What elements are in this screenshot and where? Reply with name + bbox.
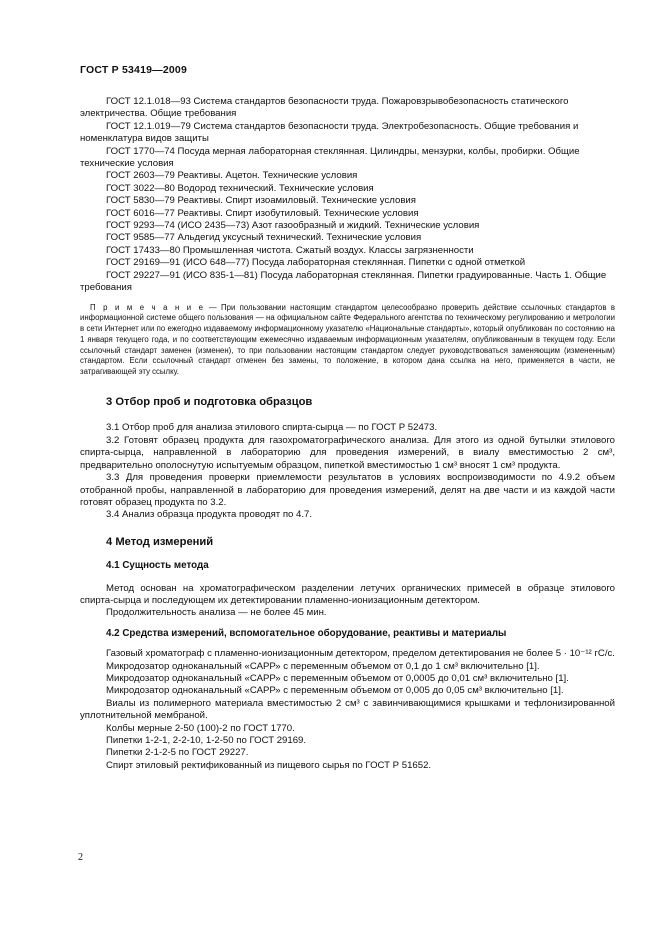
- reference-item: ГОСТ 6016—77 Реактивы. Спирт изобутиловый. Технические условия: [106, 207, 419, 219]
- equipment-item: Спирт этиловый ректификованный из пищевого сырья по ГОСТ Р 51652.: [106, 759, 432, 771]
- equipment-item: Пипетки 1-2-1, 2-2-10, 1-2-50 по ГОСТ 29169.: [106, 735, 307, 747]
- page-content: [80, 96, 615, 772]
- reference-item: ГОСТ 12.1.019—79 Система стандартов безопасности труда. Электробезопасность. Общие требования и номенклатура видов защиты: [80, 120, 579, 145]
- reference-item: ГОСТ 12.1.018—93 Система стандартов безопасности труда. Пожаровзрывобезопасность статического электричества. Общие требования: [80, 96, 569, 120]
- reference-item: ГОСТ 3022—80 Водород технический. Технические условия: [106, 182, 374, 194]
- note-block: [80, 303, 615, 379]
- equipment-item: Виалы из полимерного материала вместимостью 2 см³ с завинчивающимися крышками и тефлонизированной уплотнительной мембраной.: [80, 697, 615, 722]
- equipment-item: Газовый хроматограф с пламенно-ионизационным детектором, пределом детектирования не более 5 · 10⁻¹² гС/с.: [106, 648, 615, 660]
- reference-item: ГОСТ 17433—80 Промышленная чистота. Сжатый воздух. Классы загрязненности: [106, 244, 474, 256]
- subsection-heading: 4.2 Средства измерений, вспомогательное оборудование, реактивы и материалы: [106, 627, 507, 639]
- paragraph: 3.2 Готовят образец продукта для газохроматографического анализа. Для этого из одной бутылки этилового спирта-сырца, направленной в лабораторию для проведения измерений, в виалу вместимостью 2 см³, предварительно ополоснутую испытуемым образцом, пипеткой вместимостью 1 см³ вносят 1 см³ продукта.: [80, 434, 615, 471]
- page-number: 2: [78, 852, 83, 863]
- reference-item: ГОСТ 29227—91 (ИСО 835-1—81) Посуда лабораторная стеклянная. Пипетки градуированные. Часть 1. Общие требования: [80, 269, 607, 294]
- reference-item: ГОСТ 29169—91 (ИСО 648—77) Посуда лабораторная стеклянная. Пипетки с одной отметкой: [106, 257, 526, 269]
- subsection-heading: 4.1 Сущность метода: [106, 560, 209, 572]
- document-header: ГОСТ Р 53419—2009: [80, 64, 188, 76]
- reference-item: ГОСТ 2603—79 Реактивы. Ацетон. Технические условия: [106, 170, 358, 182]
- equipment-item: Микродозатор одноканальный «САРР» с переменным объемом от 0,0005 до 0,01 см³ включительно [1].: [106, 672, 569, 684]
- paragraph: 3.4 Анализ образца продукта проводят по 4.7.: [106, 509, 313, 521]
- reference-item: ГОСТ 5830—79 Реактивы. Спирт изоамиловый. Технические условия: [106, 195, 416, 207]
- reference-item: ГОСТ 9293—74 (ИСО 2435—73) Азот газообразный и жидкий. Технические условия: [106, 220, 480, 232]
- section-heading: 4 Метод измерений: [106, 535, 214, 548]
- note-text: — При пользовании настоящим стандартом целесообразно проверить действие ссылочных стандартов в информационной системе общего пользования — на официальном сайте Федерального агентства по техническому регулированию и метрологии в сети Интернет или по ежегодно издаваемому информационному указателю «Национальные стандарты», который опубликован по состоянию на 1 января текущего года, и по соответствующим ежемесячно издаваемым информационным указателям, опубликованным в текущем году. Если ссылочный стандарт заменен (изменен), то при пользовании настоящим стандартом следует руководствоваться заменяющим (измененным) стандартом. Если ссылочный стандарт отменен без замены, то положение, в котором дана ссылка на него, применяется в части, не затрагивающей эту ссылку.: [80, 302, 615, 377]
- equipment-item: Колбы мерные 2-50 (100)-2 по ГОСТ 1770.: [106, 722, 295, 734]
- paragraph: 3.3 Для проведения проверки приемлемости результатов в условиях воспроизводимости по 4.9.2 объем отобранной пробы, направленной в лабораторию для проведения измерений, делят на две части и из каждой части готовят образец продукта по 3.2.: [80, 472, 615, 508]
- reference-item: ГОСТ 9585—77 Альдегид уксусный технический. Технические условия: [106, 232, 422, 244]
- paragraph: Метод основан на хроматографическом разделении летучих органических примесей в образце этилового спирта-сырца и последующем их детектировании пламенно-ионизационным детектором.: [80, 582, 615, 606]
- paragraph: 3.1 Отбор проб для анализа этилового спирта-сырца — по ГОСТ Р 52473.: [106, 422, 438, 434]
- equipment-item: Микродозатор одноканальный «САРР» с переменным объемом от 0,005 до 0,05 см³ включительно [1].: [106, 685, 564, 697]
- note-label: П р и м е ч а н и е: [90, 302, 205, 312]
- paragraph: Продолжительность анализа — не более 45 мин.: [106, 607, 327, 619]
- reference-item: ГОСТ 1770—74 Посуда мерная лабораторная стеклянная. Цилиндры, мензурки, колбы, пробирки. Общие технические условия: [80, 145, 580, 170]
- section-heading: 3 Отбор проб и подготовка образцов: [106, 396, 313, 409]
- equipment-item: Микродозатор одноканальный «САРР» с переменным объемом от 0,1 до 1 см³ включительно [1].: [106, 660, 540, 672]
- equipment-item: Пипетки 2-1-2-5 по ГОСТ 29227.: [106, 747, 249, 759]
